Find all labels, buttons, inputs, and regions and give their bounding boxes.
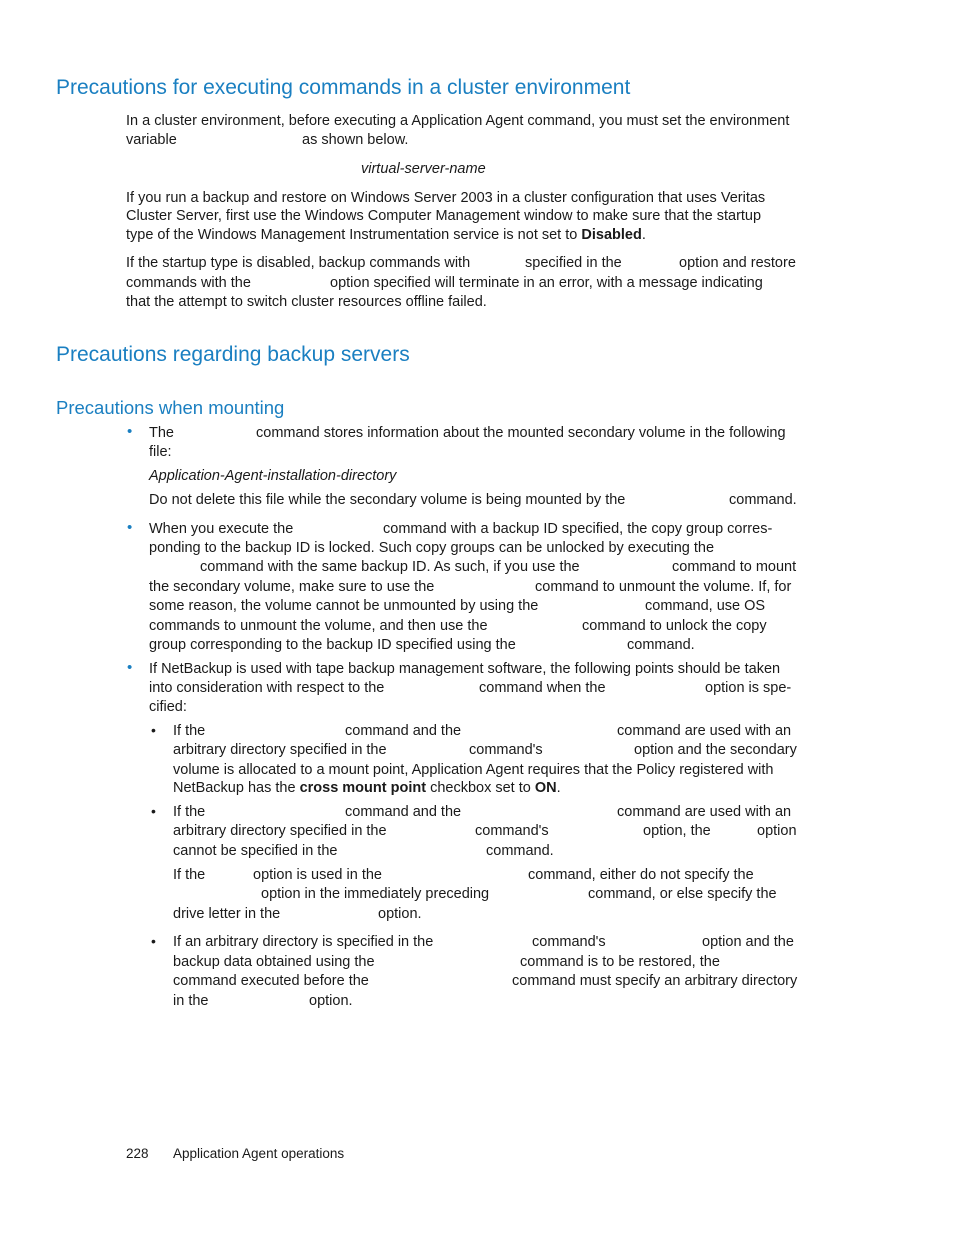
sub-bullet-text: command, either do not specify the [528, 867, 754, 883]
sub-bullet-text: If the [173, 867, 206, 883]
subsection-heading-mounting: Precautions when mounting [56, 397, 285, 418]
code-line: virtual-server-name [361, 161, 486, 177]
para-text: If you run a backup and restore on Windows Server 2003 in a cluster configuration that uses Veritas [126, 190, 766, 206]
bullet-text: If NetBackup is used with tape backup management software, the following points should be taken [149, 661, 781, 677]
bullet-text: command to unmount the volume. If, for [535, 579, 792, 595]
bullet-text: ponding to the backup ID is locked. Such copy groups can be unlocked by executing the [149, 540, 715, 556]
para-text: Cluster Server, first use the Windows Computer Management window to make sure that the startup [126, 208, 762, 224]
sub-bullet-text: cannot be specified in the [173, 843, 338, 859]
para-text: type of the Windows Management Instrumentation service is not set to Disabled. [126, 227, 646, 243]
bullet-marker: • [127, 519, 133, 536]
sub-bullet-text: command must specify an arbitrary directory [512, 973, 798, 989]
para-text: If the startup type is disabled, backup commands with [126, 255, 471, 271]
sub-bullet-text: arbitrary directory specified in the [173, 823, 387, 839]
para-text: as shown below. [302, 132, 409, 148]
bullet-text: group corresponding to the backup ID specified using the [149, 637, 516, 653]
bullet-text: file: [149, 444, 172, 460]
sub-bullet-text: volume is allocated to a mount point, Application Agent requires that the Policy registered with [173, 762, 774, 778]
para-text: specified in the [525, 255, 622, 271]
sub-bullet-text: option in the immediately preceding [261, 886, 490, 902]
footer-title: Application Agent operations [173, 1146, 345, 1161]
bullet-text: command. [729, 492, 797, 508]
sub-bullet-text: NetBackup has the cross mount point checkbox set to ON. [173, 780, 561, 796]
bullet-text: commands to unmount the volume, and then use the [149, 618, 488, 634]
code-line: Application-Agent-installation-directory [149, 468, 397, 484]
sub-bullet-text: arbitrary directory specified in the [173, 742, 387, 758]
sub-bullet-text: command's [475, 823, 549, 839]
sub-bullet-text: option and the secondary [634, 742, 797, 758]
sub-bullet-text: command's [469, 742, 543, 758]
bullet-text: command when the [479, 680, 606, 696]
bullet-text: cified: [149, 699, 187, 715]
sub-bullet-text: If the [173, 723, 206, 739]
bullet-text: option is spe- [705, 680, 792, 696]
sub-bullet-text: command, or else specify the [588, 886, 777, 902]
sub-bullet-text: option [757, 823, 797, 839]
section-heading-backup-servers: Precautions regarding backup servers [56, 343, 410, 366]
para-text: In a cluster environment, before executing a Application Agent command, you must set the environment [126, 113, 790, 129]
sub-bullet-text: If an arbitrary directory is specified in the [173, 934, 434, 950]
bullet-text: Do not delete this file while the secondary volume is being mounted by the [149, 492, 626, 508]
bullet-text: some reason, the volume cannot be unmounted by using the [149, 598, 539, 614]
sub-bullet-text: option, the [643, 823, 711, 839]
section-heading-cluster: Precautions for executing commands in a cluster environment [56, 76, 631, 99]
sub-bullet-text: command and the [345, 723, 462, 739]
para-text: option and restore [679, 255, 796, 271]
bullet-marker: • [127, 423, 133, 440]
sub-bullet-marker: • [151, 933, 156, 949]
bullet-text: command to mount [672, 559, 797, 575]
sub-bullet-text: command are used with an [617, 804, 792, 820]
bullet-text: command with a backup ID specified, the copy group corres- [383, 521, 773, 537]
bullet-text: into consideration with respect to the [149, 680, 385, 696]
bullet-marker: • [127, 659, 133, 676]
sub-bullet-text: option is used in the [253, 867, 382, 883]
sub-bullet-text: backup data obtained using the [173, 954, 375, 970]
bullet-text: command stores information about the mounted secondary volume in the following [256, 425, 786, 441]
sub-bullet-text: command. [486, 843, 554, 859]
sub-bullet-text: command is to be restored, the [520, 954, 720, 970]
bullet-text: command, use OS [645, 598, 766, 614]
sub-bullet-text: command's [532, 934, 606, 950]
para-text: variable [126, 132, 177, 148]
sub-bullet-text: in the [173, 993, 209, 1009]
bullet-text: command to unlock the copy [582, 618, 767, 634]
sub-bullet-marker: • [151, 722, 156, 738]
sub-bullet-text: command are used with an [617, 723, 792, 739]
bullet-text: command. [627, 637, 695, 653]
para-text: that the attempt to switch cluster resources offline failed. [126, 294, 487, 310]
sub-bullet-text: If the [173, 804, 206, 820]
bullet-text: The [149, 425, 174, 441]
bullet-text: command with the same backup ID. As such, if you use the [200, 559, 580, 575]
para-text: option specified will terminate in an error, with a message indicating [330, 275, 763, 291]
sub-bullet-text: drive letter in the [173, 906, 281, 922]
sub-bullet-text: option. [309, 993, 353, 1009]
sub-bullet-text: command and the [345, 804, 462, 820]
page-number: 228 [126, 1146, 149, 1161]
sub-bullet-text: option and the [702, 934, 794, 950]
sub-bullet-text: option. [378, 906, 422, 922]
para-text: commands with the [126, 275, 251, 291]
sub-bullet-text: command executed before the [173, 973, 369, 989]
bullet-text: When you execute the [149, 521, 294, 537]
bullet-text: the secondary volume, make sure to use the [149, 579, 435, 595]
sub-bullet-marker: • [151, 803, 156, 819]
